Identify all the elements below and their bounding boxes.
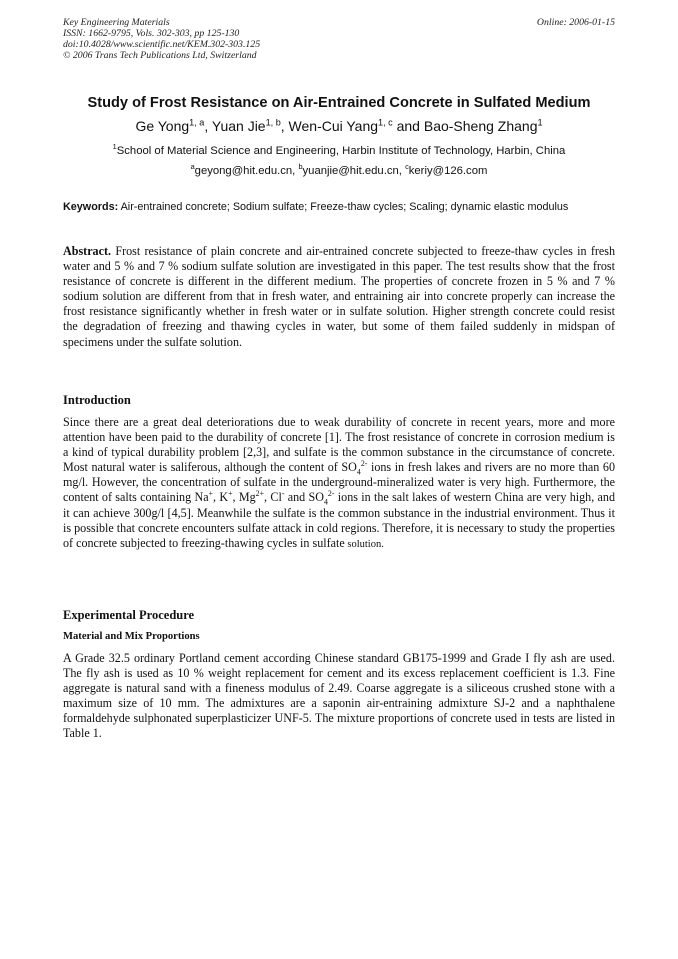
cl-superscript: - — [281, 489, 285, 499]
intro-part-3: , K — [213, 490, 229, 505]
abstract-text: Frost resistance of plain concrete and air-entrained concrete subjected to freeze-thaw cycles in fresh water and 5 % and 7 % sodium sulfate solution are investigated in this paper. The test results show that the frost resistance of concrete is different in the different medium. The properties of concrete frozen in 5 % and 7 % sodium solution are different from that in fresh water, and entraining air into concrete properly can increase the frost resistance significantly whether in fresh water or in sulfate solution. Higher strength concrete could resist the degradation of freezing and thawing cycles in water, but some of them failed suddenly in midspan of specimens under the sulfate solution. — [63, 244, 615, 349]
mg-superscript: 2+ — [255, 489, 265, 499]
author-1: Ge Yong — [135, 118, 190, 134]
copyright-line: © 2006 Trans Tech Publications Ltd, Switzerland — [63, 50, 257, 61]
author-2: Yuan Jie — [211, 118, 266, 134]
author-sep-1: , — [204, 118, 212, 134]
abstract — [63, 244, 615, 350]
email-a: geyong@hit.edu.cn, — [194, 165, 299, 177]
so4-subscript: 4 — [356, 467, 361, 477]
intro-part-4: , Mg — [232, 490, 256, 505]
author-1-affil: 1, a — [189, 117, 205, 128]
intro-part-7: ions in the salt lakes of western China are very high, and it can achieve 300g/l [4,5]. Meanwhile the sulfate is the common substance in the industrial environment. Thus it is possible that concrete encounters sulfate attack in cold regions. Therefore, it is necessary to study the properties of concrete subjected to freezing-thawing cycles in sulfate — [63, 490, 616, 550]
intro-part-6: and SO — [284, 490, 324, 505]
online-date: Online: 2006-01-15 — [536, 17, 615, 28]
affiliation-marker: 1 — [112, 142, 117, 152]
so4b-subscript: 4 — [323, 497, 328, 507]
email-a-marker: a — [190, 162, 195, 172]
keywords-text: Air-entrained concrete; Sodium sulfate; Freeze-thaw cycles; Scaling; dynamic elastic modulus — [118, 201, 569, 213]
abstract-label: Abstract. — [63, 244, 112, 258]
email-list — [0, 162, 678, 177]
author-2-affil: 1, b — [265, 117, 281, 128]
author-sep-3: and — [392, 118, 424, 134]
affiliation-text: School of Material Science and Engineering, Harbin Institute of Technology, Harbin, China — [116, 145, 566, 157]
doi-line: doi:10.4028/www.scientific.net/KEM.302-303.125 — [63, 39, 261, 50]
experimental-heading: Experimental Procedure — [63, 608, 195, 622]
email-c: keriy@126.com — [408, 165, 488, 177]
keywords-label: Keywords: — [63, 201, 119, 213]
na-superscript: + — [208, 489, 214, 499]
introduction-heading: Introduction — [63, 393, 131, 407]
author-3-affil: 1, c — [378, 117, 393, 128]
k-superscript: + — [228, 489, 233, 499]
so4b-superscript: 2- — [327, 489, 335, 499]
material-text: A Grade 32.5 ordinary Portland cement according Chinese standard GB175-1999 and Grade I fly ash are used. The fly ash is used as 10 % weight replacement for cement and its excess replacement coefficient is 1.3. Fine aggregate is natural sand with a fineness modulus of 2.49. Coarse aggregate is a siliceous crushed stone with a maximum size of 10 mm. The admixtures are a saponin air-entraining admixture SJ-2 and a naphthalene formaldehyde sulphonated superplasticizer UNF-5. The mixture proportions of concrete used in tests are listed in Table 1. — [63, 651, 615, 741]
so4-superscript: 2- — [360, 459, 368, 469]
email-c-marker: c — [405, 162, 409, 172]
journal-name: Key Engineering Materials — [63, 17, 170, 28]
author-4-affil: 1 — [537, 117, 543, 128]
email-b-marker: b — [298, 162, 303, 172]
journal-meta — [63, 17, 260, 61]
intro-part-2: ions in fresh lakes and rivers are no more than 60 mg/l. However, the concentration of sulfate in the underground-mineralized water is very high. Furthermore, the content of salts containing Na — [63, 460, 615, 505]
intro-part-8: solution. — [344, 538, 384, 550]
paper-title: Study of Frost Resistance on Air-Entrained Concrete in Sulfated Medium — [87, 95, 591, 111]
material-subheading: Material and Mix Proportions — [63, 631, 200, 642]
author-4: Bao-Sheng Zhang — [423, 118, 538, 134]
author-3: Wen-Cui Yang — [288, 118, 379, 134]
keywords — [63, 201, 615, 214]
affiliation — [0, 142, 678, 157]
introduction-text — [63, 415, 615, 552]
author-list — [0, 118, 678, 134]
issn-line: ISSN: 1662-9795, Vols. 302-303, pp 125-130 — [63, 28, 240, 39]
intro-part-5: , Cl — [264, 490, 282, 505]
author-sep-2: , — [280, 118, 289, 134]
intro-part-1: Since there are a great deal deteriorations due to weak durability of concrete in recent years, more and more attention have been paid to the durability of concrete [1]. The frost resistance of concrete in corrosion medium is a kind of typical durability problem [2,3], and sulfate is the common substance in the circumstance of concrete. Most natural water is saliferous, although the content of SO — [63, 415, 615, 475]
email-b: yuanjie@hit.edu.cn, — [302, 165, 406, 177]
